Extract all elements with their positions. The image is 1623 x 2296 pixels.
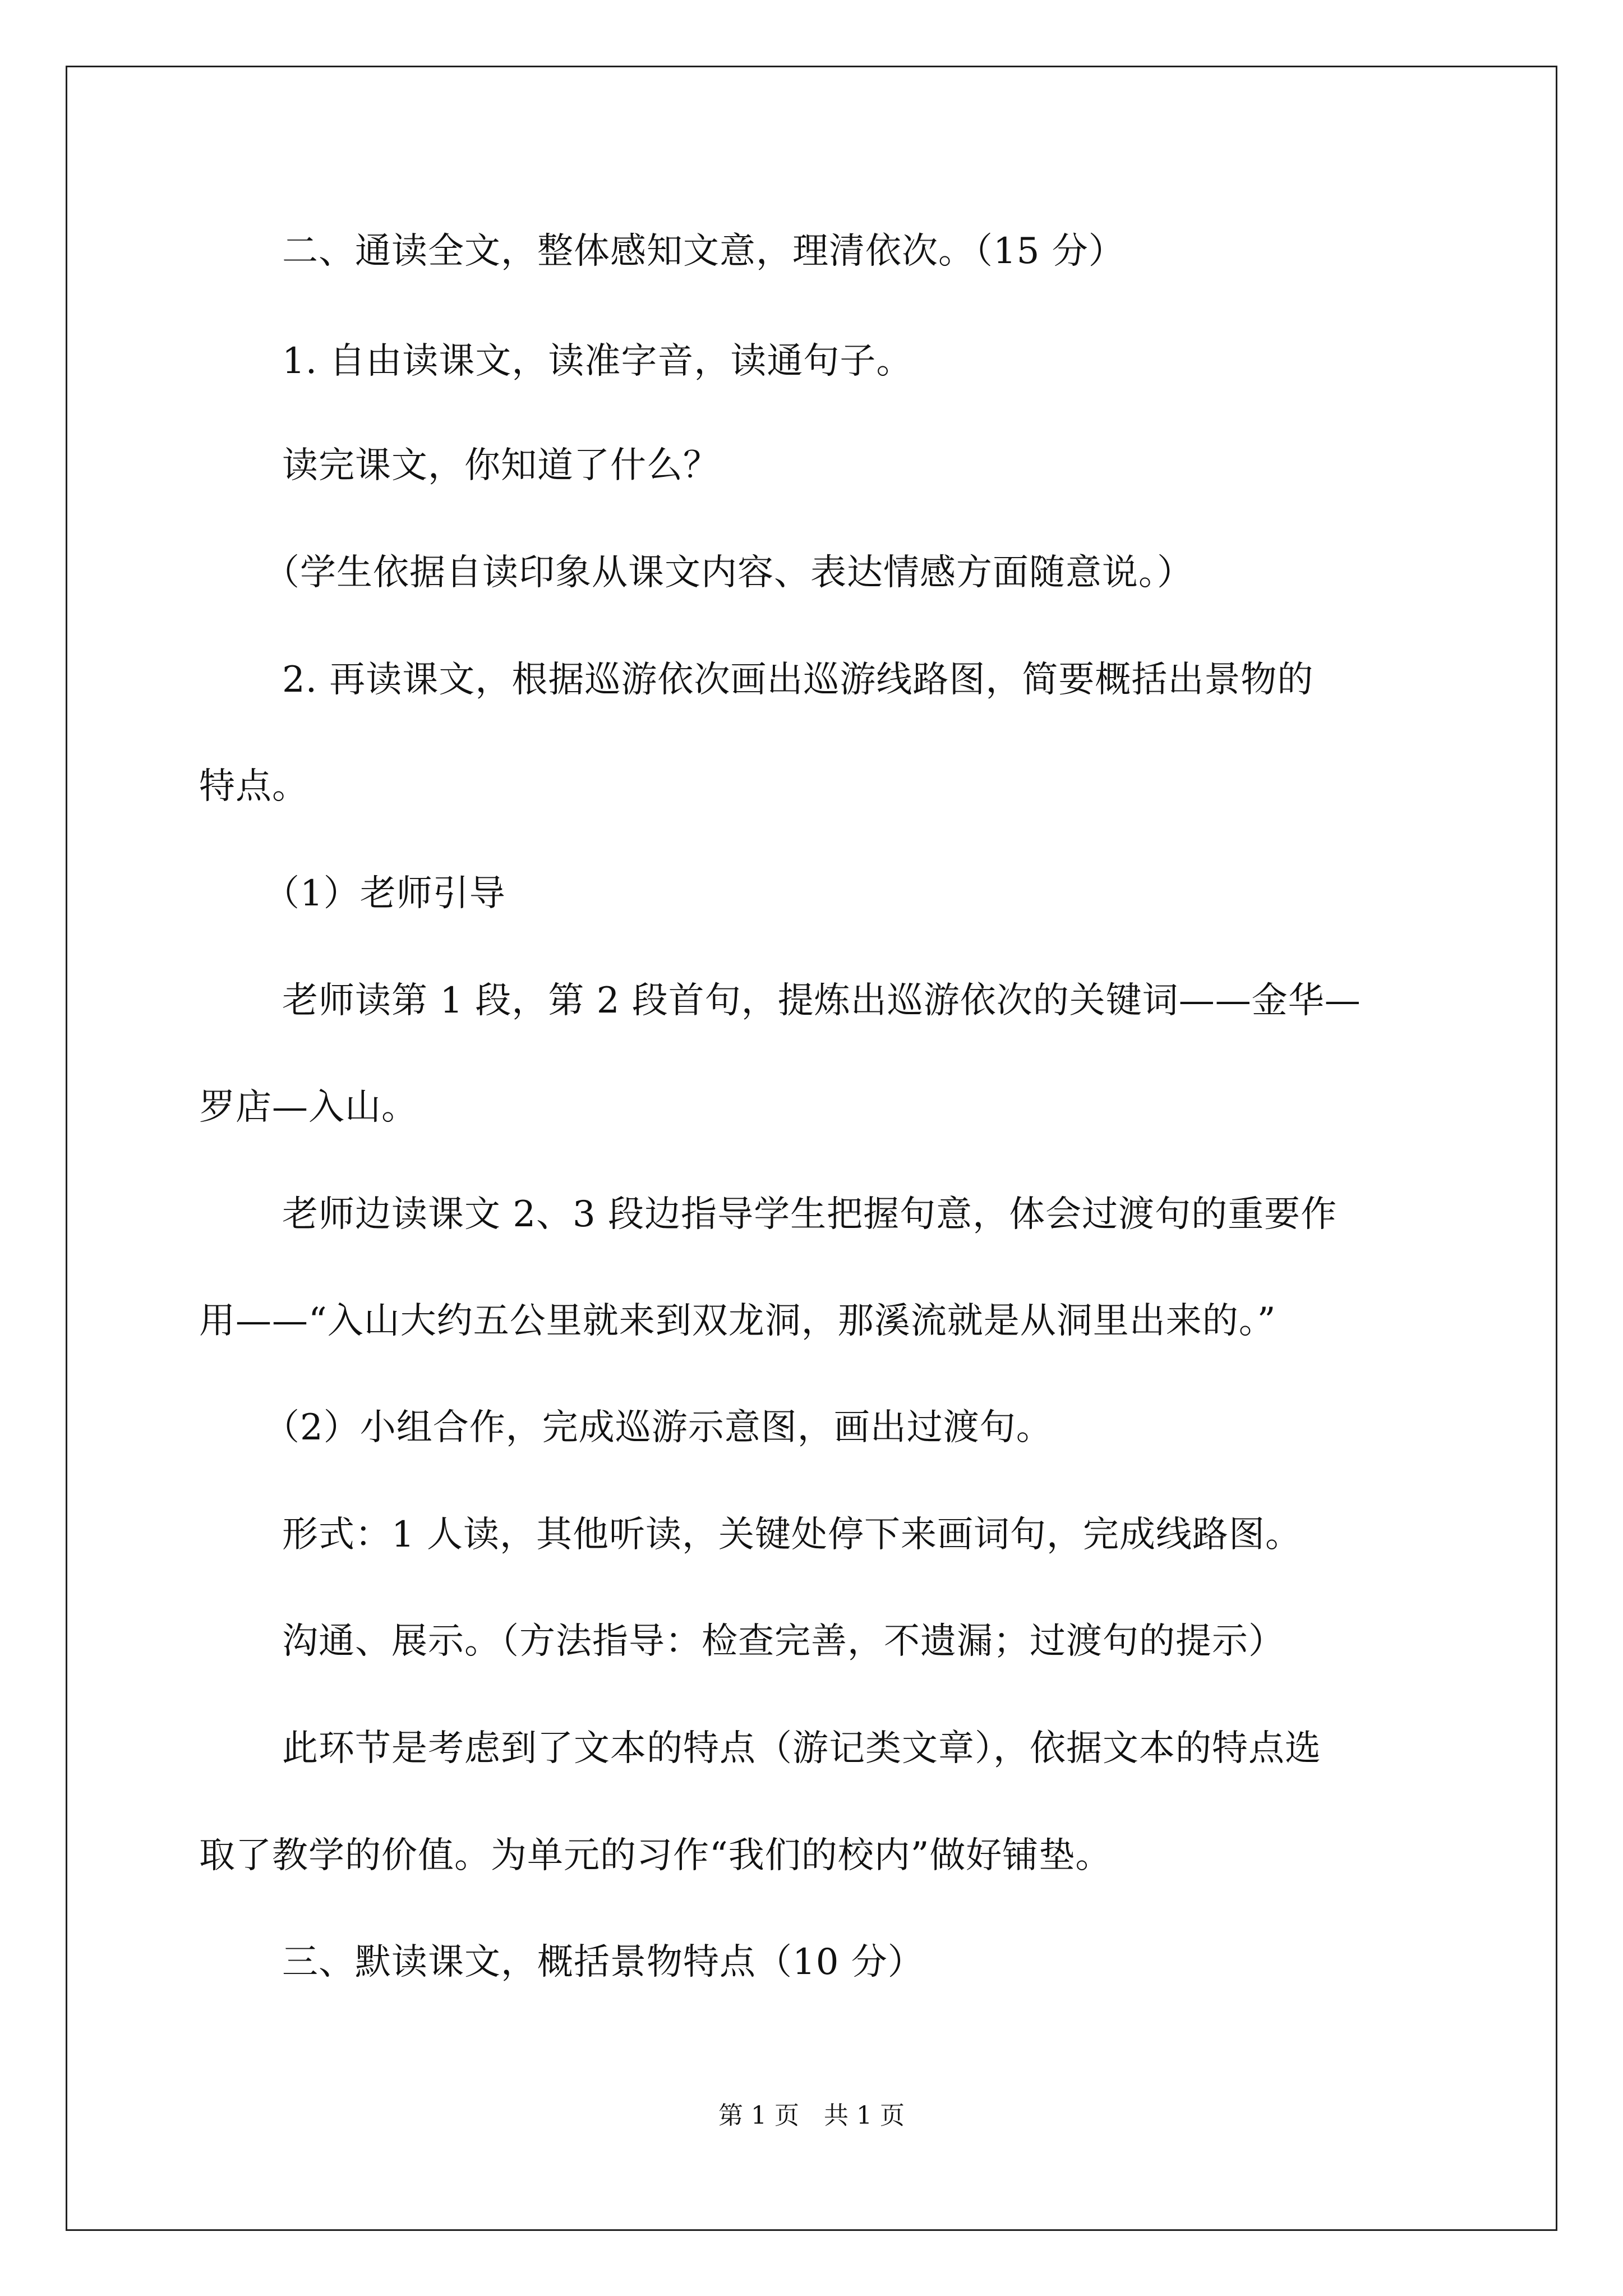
paragraph-line: 此环节是考虑到了文本的特点（游记类文章），依据文本的特点选 [282,1728,1321,1769]
paragraph: （2）小组合作，完成巡游示意图，画出过渡句。 [264,1407,1053,1448]
paragraph-line: 老师边读课文 2、3 段边指导学生把握句意，体会过渡句的重要作 [282,1194,1338,1235]
paragraph-line: 取了教学的价值。为单元的习作“我们的校内”做好铺垫。 [199,1835,1112,1876]
paragraph-line: 2. 再读课文，根据巡游依次画出巡游线路图，简要概括出景物的 [282,659,1314,701]
paragraph-line: 用——“入山大约五公里就来到双龙洞，那溪流就是从洞里出来的。” [199,1300,1276,1342]
paragraph: 读完课文，你知道了什么？ [282,445,720,486]
paragraph: 1. 自由读课文，读准字音，读通句子。 [282,341,913,382]
paragraph-line: 特点。 [199,766,308,807]
paragraph-line: 罗店—入山。 [199,1087,418,1128]
paragraph: （学生依据自读印象从课文内容、表达情感方面随意说。） [264,552,1193,593]
section-heading-2: 二、通读全文，整体感知文意，理清依次。（15 分） [282,231,1125,272]
paragraph-line: 老师读第 1 段，第 2 段首句，提炼出巡游依次的关键词——金华— [282,980,1361,1022]
paragraph: 形式：1 人读，其他听读，关键处停下来画词句，完成线路图。 [282,1514,1302,1556]
paragraph: 沟通、展示。（方法指导：检查完善，不遗漏；过渡句的提示） [282,1621,1285,1662]
section-heading-3: 三、默读课文，概括景物特点（10 分） [282,1941,924,1983]
page-frame [66,66,1557,2231]
paragraph: （1）老师引导 [264,873,506,914]
page-footer: 第 1 页 共 1 页 [718,2101,905,2130]
